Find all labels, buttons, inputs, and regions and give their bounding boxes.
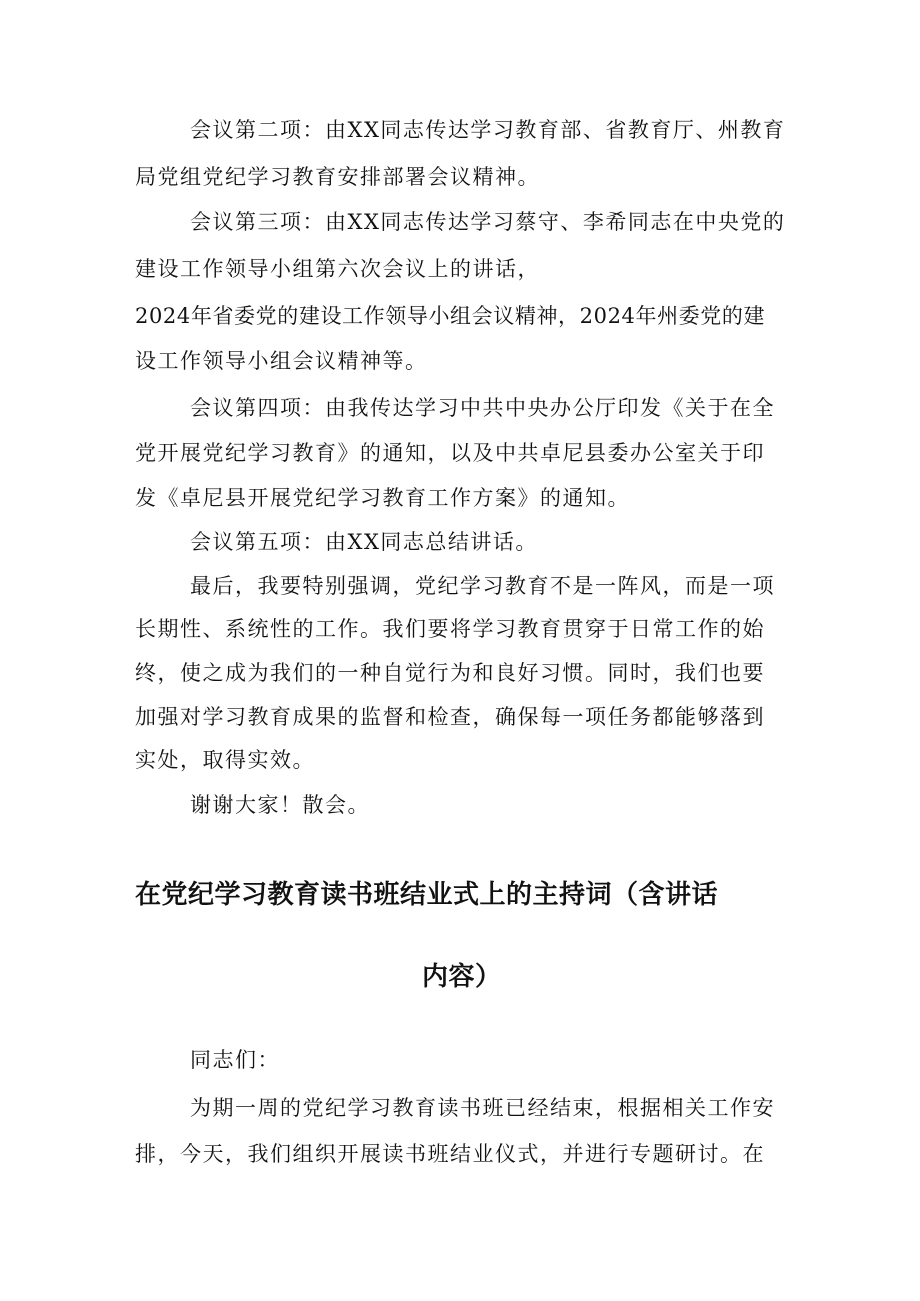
paragraph-item-2-line-2: 局党组党纪学习教育安排部署会议精神。 <box>135 165 540 189</box>
paragraph-item-3-line-3: 2024年省委党的建设工作领导小组会议精神，2024年州委党的建 <box>135 304 766 328</box>
paragraph-item-4-line-1: 会议第四项：由我传达学习中共中央办公厅印发《关于在全 <box>190 396 775 420</box>
salutation: 同志们： <box>190 1048 280 1072</box>
paragraph-item-4-line-2: 党开展党纪学习教育》的通知，以及中共卓尼县委办公室关于印 <box>135 441 765 465</box>
paragraph-item-3-line-2: 建设工作领导小组第六次会议上的讲话， <box>135 257 540 281</box>
intro-paragraph-line-1: 为期一周的党纪学习教育读书班已经结束，根据相关工作安 <box>190 1096 775 1120</box>
paragraph-closing-line-2: 长期性、系统性的工作。我们要将学习教育贯穿于日常工作的始 <box>135 617 765 641</box>
paragraph-closing-line-5: 实处，取得实效。 <box>135 748 315 772</box>
intro-paragraph-line-2: 排，今天，我们组织开展读书班结业仪式，并进行专题研讨。在 <box>135 1142 765 1166</box>
paragraph-closing-line-1: 最后，我要特别强调，党纪学习教育不是一阵风，而是一项 <box>190 574 775 598</box>
section-heading-line-1: 在党纪学习教育读书班结业式上的主持词（含讲话 <box>135 880 719 910</box>
closing-remark: 谢谢大家！散会。 <box>190 793 370 817</box>
paragraph-item-3-line-4: 设工作领导小组会议精神等。 <box>135 349 428 373</box>
paragraph-item-5: 会议第五项：由XX同志总结讲话。 <box>190 530 538 554</box>
paragraph-item-4-line-3: 发《卓尼县开展党纪学习教育工作方案》的通知。 <box>135 486 630 510</box>
paragraph-item-2-line-1: 会议第二项：由XX同志传达学习教育部、省教育厅、州教育 <box>190 118 786 142</box>
paragraph-closing-line-4: 加强对学习教育成果的监督和检查，确保每一项任务都能够落到 <box>135 705 765 729</box>
paragraph-item-3-line-1: 会议第三项：由XX同志传达学习蔡守、李希同志在中央党的 <box>190 210 786 234</box>
paragraph-closing-line-3: 终，使之成为我们的一种自觉行为和良好习惯。同时，我们也要 <box>135 661 765 685</box>
section-heading-line-2: 内容） <box>422 962 502 992</box>
